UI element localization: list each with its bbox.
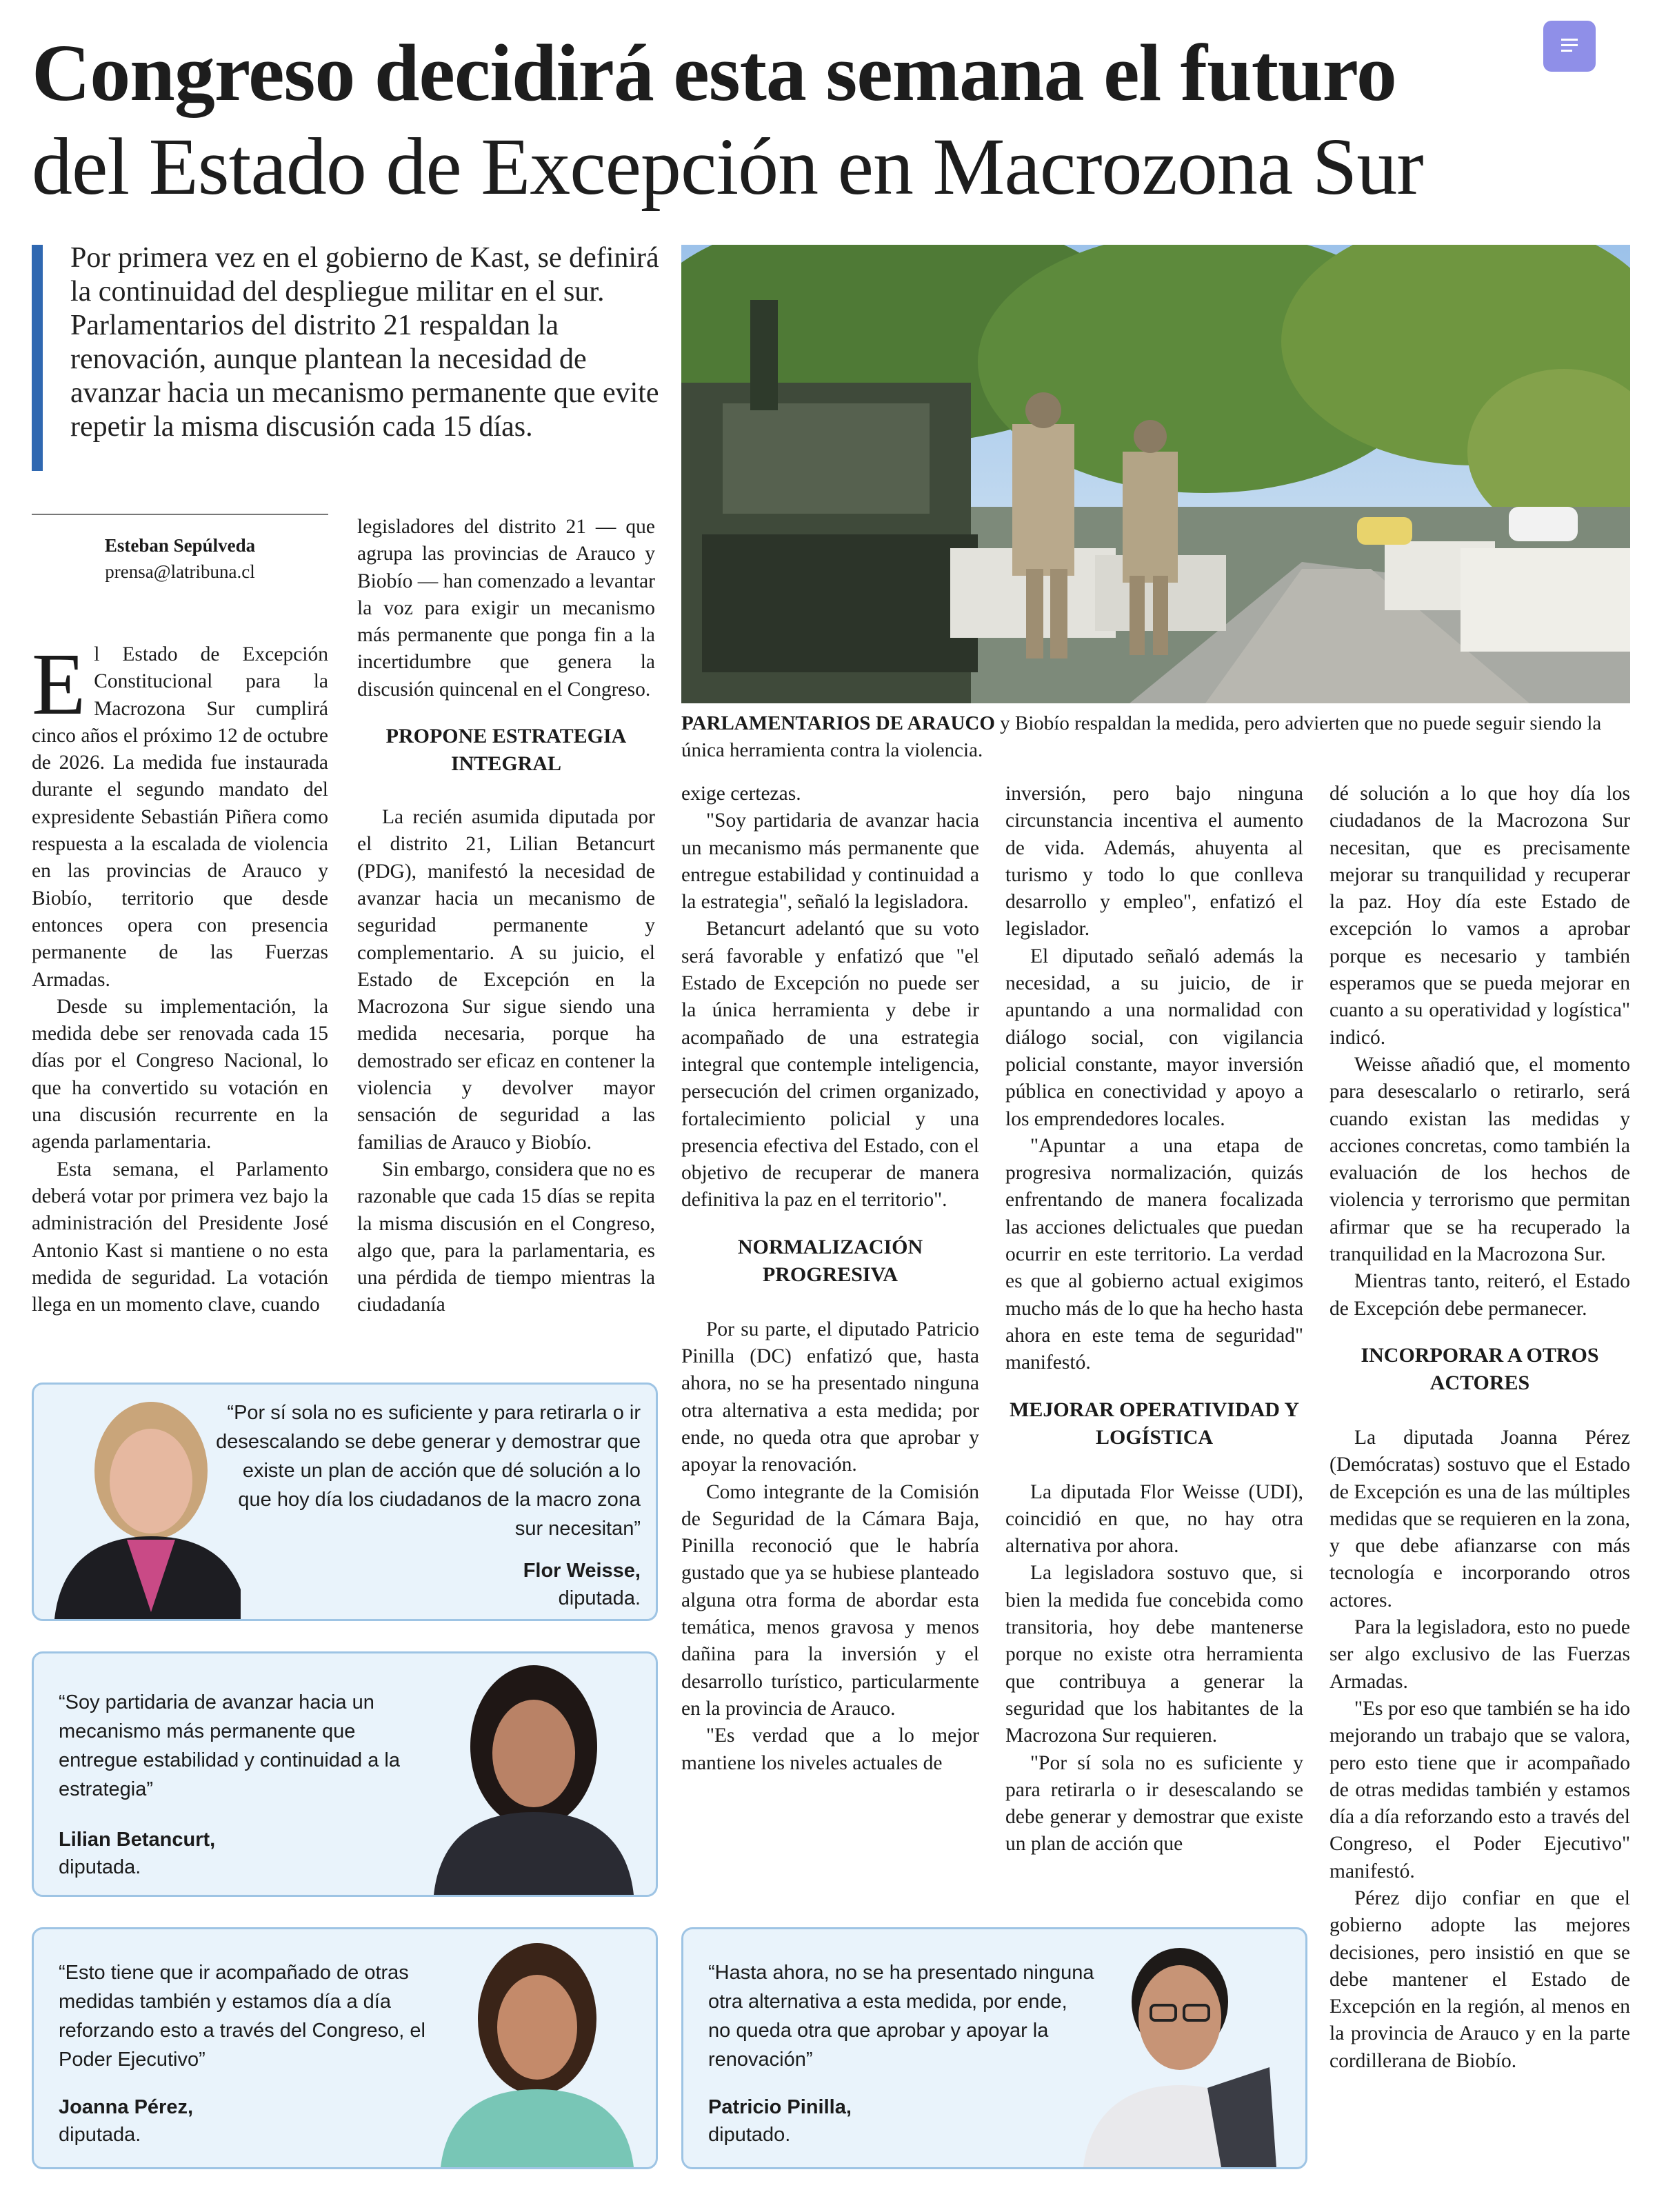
quote-box-perez xyxy=(32,1927,658,2169)
quote-role: diputada. xyxy=(558,1587,641,1609)
column-4 xyxy=(1005,781,1303,1858)
column-1 xyxy=(32,635,328,1318)
author-name: Esteban Sepúlveda xyxy=(104,535,256,556)
quote-text: “Soy partidaria de avanzar hacia un mecanismo más permanente que entregue estabilidad y continuidad a la estrategia” xyxy=(59,1691,400,1800)
caption-rest: y Biobío respaldan la medida, pero advierten que no puede seguir siendo la única herramienta contra la violencia. xyxy=(681,712,1602,761)
quote-role: diputada. xyxy=(59,2124,141,2146)
column-3 xyxy=(681,781,979,1777)
col3-paragraph-4: Por su parte, el diputado Patricio Pinilla (DC) enfatizó que, hasta ahora, no se ha presentado ninguna otra alternativa a esta medida; por ende, no queda otra que aprobar y apoyar la renovación. xyxy=(681,1318,979,1476)
col5-paragraph-3: Mientras tanto, reiteró, el Estado de Excepción debe permanecer. xyxy=(1329,1270,1630,1320)
col2-paragraph-3: Sin embargo, considera que no es razonable que cada 15 días se repita la misma discusión en el Congreso, algo que, para la parlamentaria, es una pérdida de tiempo mientras la ciudadanía xyxy=(357,1158,655,1316)
col5-subhead: INCORPORAR A OTROS ACTORES xyxy=(1361,1343,1599,1394)
column-5 xyxy=(1329,781,1630,2075)
portrait-lilian-betancurt xyxy=(420,1653,648,1895)
col3-paragraph-3: Betancurt adelantó que su voto será favorable y enfatizó que "el Estado de Excepción no puede ser la única herramienta y debe ir acompañado de una estrategia integral que contemple inteligencia, persecución del crimen organizado, fortalecimiento policial y una presencia efectiva del Estado, con el objetivo de recuperar de manera definitiva la paz en el territorio". xyxy=(681,918,979,1211)
quote-attribution xyxy=(59,2093,334,2149)
col3-paragraph-1: exige certezas. xyxy=(681,783,801,805)
quote-name: Joanna Pérez, xyxy=(59,2096,194,2118)
main-photo xyxy=(681,245,1630,703)
quote-attribution xyxy=(708,2093,984,2149)
col3-paragraph-2: "Soy partidaria de avanzar hacia un mecanismo más permanente que entregue estabilidad y continuidad a la estrategia", señaló la legisladora. xyxy=(681,810,979,914)
dropcap: E xyxy=(32,635,86,733)
col5-paragraph-2: Weisse añadió que, el momento para desescalarlo o retirarlo, será cuando existan las medidas y acciones concretas, como también la evaluación de los hechos de violencia y terrorismo que permitan afirmar que se ha recuperado la tranquilidad en la Macrozona Sur. xyxy=(1329,1053,1630,1266)
quote-box-weisse xyxy=(32,1382,658,1621)
lede-accent-bar xyxy=(32,245,43,471)
portrait-joanna-perez xyxy=(427,1929,654,2167)
col5-paragraph-4: La diputada Joanna Pérez (Demócratas) sostuvo que el Estado de Excepción es una de las múltiples medidas que se requieren en la zona, y que debe afianzarse con más tecnología e incorporando otros actores. xyxy=(1329,1426,1630,1611)
author-block xyxy=(32,532,328,585)
col1-paragraph-3: Esta semana, el Parlamento deberá votar por primera vez bajo la administración del Presidente José Antonio Kast si mantiene o no esta medida de seguridad. La votación llega en un momento clave, cuando xyxy=(32,1158,328,1316)
col5-paragraph-5: Para la legisladora, esto no puede ser algo exclusivo de las Fuerzas Armadas. xyxy=(1329,1616,1630,1693)
col5-paragraph-1: dé solución a lo que hoy día los ciudadanos de la Macrozona Sur necesitan, que es precisamente mejorar su tranquilidad y recuperar la paz. Hoy día este Estado de excepción lo vamos a aprobar porque es necesario y también esperamos que se pueda mejorar en cuanto a su operatividad y logística" indicó. xyxy=(1329,783,1630,1049)
col5-paragraph-6: "Es por eso que también se ha ido mejorando un trabajo que se valora, pero esto tiene que ir acompañado de otras medidas también y estamos día a día reforzando esto a través del Congreso, el Poder Ejecutivo" manifestó. xyxy=(1329,1697,1630,1882)
quote-name: Lilian Betancurt, xyxy=(59,1829,216,1851)
quote-text: “Por sí sola no es suficiente y para retirarla o ir desescalando se debe generar y demostrar que existe un plan de acción que dé solución a lo que hoy día los ciudadanos de la macro zona sur necesitan” xyxy=(216,1402,641,1540)
photo-caption xyxy=(681,710,1630,764)
col2-subhead: PROPONE ESTRATEGIA INTEGRAL xyxy=(385,725,627,776)
col2-paragraph-2: La recién asumida diputada por el distrito 21, Lilian Betancurt (PDG), manifestó la necesidad de avanzar hacia un mecanismo de seguridad permanente y complementario. A su juicio, el Estado de Excepción en la Macrozona Sur sigue siendo una medida necesaria, porque ha demostrado ser eficaz en contener la violencia y devolver mayor sensación de seguridad a las familias de Arauco y Biobío. xyxy=(357,806,655,1154)
quote-box-pinilla xyxy=(681,1927,1307,2169)
quote-attribution xyxy=(379,1557,641,1612)
col4-subhead: MEJORAR OPERATIVIDAD Y LOGÍSTICA xyxy=(1010,1398,1299,1449)
quote-attribution xyxy=(59,1826,334,1881)
caption-lead: PARLAMENTARIOS DE ARAUCO xyxy=(681,712,995,734)
quote-box-betancurt xyxy=(32,1651,658,1897)
quote-text: “Esto tiene que ir acompañado de otras medidas también y estamos día a día reforzando esto a través del Congreso, el Poder Ejecutivo” xyxy=(59,1962,425,2071)
col3-subhead: NORMALIZACIÓN PROGRESIVA xyxy=(737,1235,923,1286)
lede: Por primera vez en el gobierno de Kast, se definirá la continuidad del despliegue militar en el sur. Parlamentarios del distrito 21 respaldan la renovación, aunque plantean la necesidad de avanzar hacia un mecanismo permanente que evite repetir la misma discusión cada 15 días. xyxy=(70,242,659,443)
col1-paragraph-1: El Estado de Excepción Constitucional para la Macrozona Sur cumplirá cinco años el próximo 12 de octubre de 2026. La medida fue instaurada durante el segundo mandato del expresidente Sebastián Piñera como respuesta a la escalada de violencia en las provincias de Arauco y Biobío, territorio que desde entonces opera con presencia permanente de las Fuerzas Armadas. xyxy=(32,635,328,991)
col4-paragraph-4: La diputada Flor Weisse (UDI), coincidió en que, no hay otra alternativa por ahora. xyxy=(1005,1480,1303,1558)
menu-button[interactable] xyxy=(1543,21,1596,72)
quote-role: diputada. xyxy=(59,1856,141,1878)
headline-line1: Congreso decidirá esta semana el futuro xyxy=(32,28,1396,118)
quote-name: Patricio Pinilla, xyxy=(708,2096,852,2118)
author-rule xyxy=(32,514,328,515)
col1-paragraph-2: Desde su implementación, la medida debe ser renovada cada 15 días por el Congreso Nacional, lo que ha convertido su votación en una discusión recurrente en la agenda parlamentaria. xyxy=(32,995,328,1154)
menu-lines-icon xyxy=(1543,21,1596,72)
col4-paragraph-6: "Por sí sola no es suficiente y para retirarla o ir desescalando se debe generar y demostrar que existe un plan de acción que xyxy=(1005,1751,1303,1856)
headline xyxy=(32,26,1638,214)
headline-line2: del Estado de Excepción en Macrozona Sur xyxy=(32,121,1423,212)
col4-paragraph-5: La legisladora sostuvo que, si bien la medida fue concebida como transitoria, hoy debe mantenerse porque no existe otra herramienta que contribuya a generar la seguridad que los habitantes de la Macrozona Sur requieren. xyxy=(1005,1562,1303,1747)
col3-paragraph-6: "Es verdad que a lo mejor mantiene los niveles actuales de xyxy=(681,1725,979,1774)
quote-text: “Hasta ahora, no se ha presentado ninguna otra alternativa a esta medida, por ende, no queda otra que aprobar y apoyar la renovación” xyxy=(708,1962,1094,2071)
quote-name: Flor Weisse, xyxy=(523,1560,641,1582)
quote-role: diputado. xyxy=(708,2124,791,2146)
col4-paragraph-1: inversión, pero bajo ninguna circunstancia incentiva el aumento de vida. Además, ahuyenta al turismo y todo lo que conlleva desarrollo y empleo", enfatizó el legislador. xyxy=(1005,783,1303,941)
col3-paragraph-5: Como integrante de la Comisión de Seguridad de la Cámara Baja, Pinilla reconoció que le habría gustado que ya se hubiese planteado alguna otra forma de abordar esta temática, menos gravosa y menos dañina para la inversión y el desarrollo turístico, particularmente en la provincia de Arauco. xyxy=(681,1480,979,1720)
author-email[interactable]: prensa@latribuna.cl xyxy=(105,561,255,582)
portrait-patricio-pinilla xyxy=(1070,1929,1297,2167)
col2-paragraph-1: legisladores del distrito 21 — que agrupa las provincias de Arauco y Biobío — han comenzado a levantar la voz para exigir un mecanismo más permanente que ponga fin a la incertidumbre que genera la discusión quincenal en el Congreso. xyxy=(357,516,655,701)
column-2 xyxy=(357,514,655,1319)
col4-paragraph-3: "Apuntar a una etapa de progresiva normalización, quizás enfrentando de manera focalizada las acciones delictuales que puedan ocurrir en este territorio. La verdad es que al gobierno actual exigimos mucho más de lo que ha hecho hasta ahora en este tema de seguridad" manifestó. xyxy=(1005,1134,1303,1374)
col4-paragraph-2: El diputado señaló además la necesidad, a su juicio, de ir apuntando a una normalidad con diálogo social, con vigilancia policial constante, mayor inversión pública en conectividad y apoyo a los emprendedores locales. xyxy=(1005,945,1303,1130)
col5-paragraph-7: Pérez dijo confiar en que el gobierno adopte las mejores decisiones, pero insistió en que se debe mantener el Estado de Excepción en la región, al menos en la provincia de Arauco y en la parte cordillerana de Biobío. xyxy=(1329,1887,1630,2072)
